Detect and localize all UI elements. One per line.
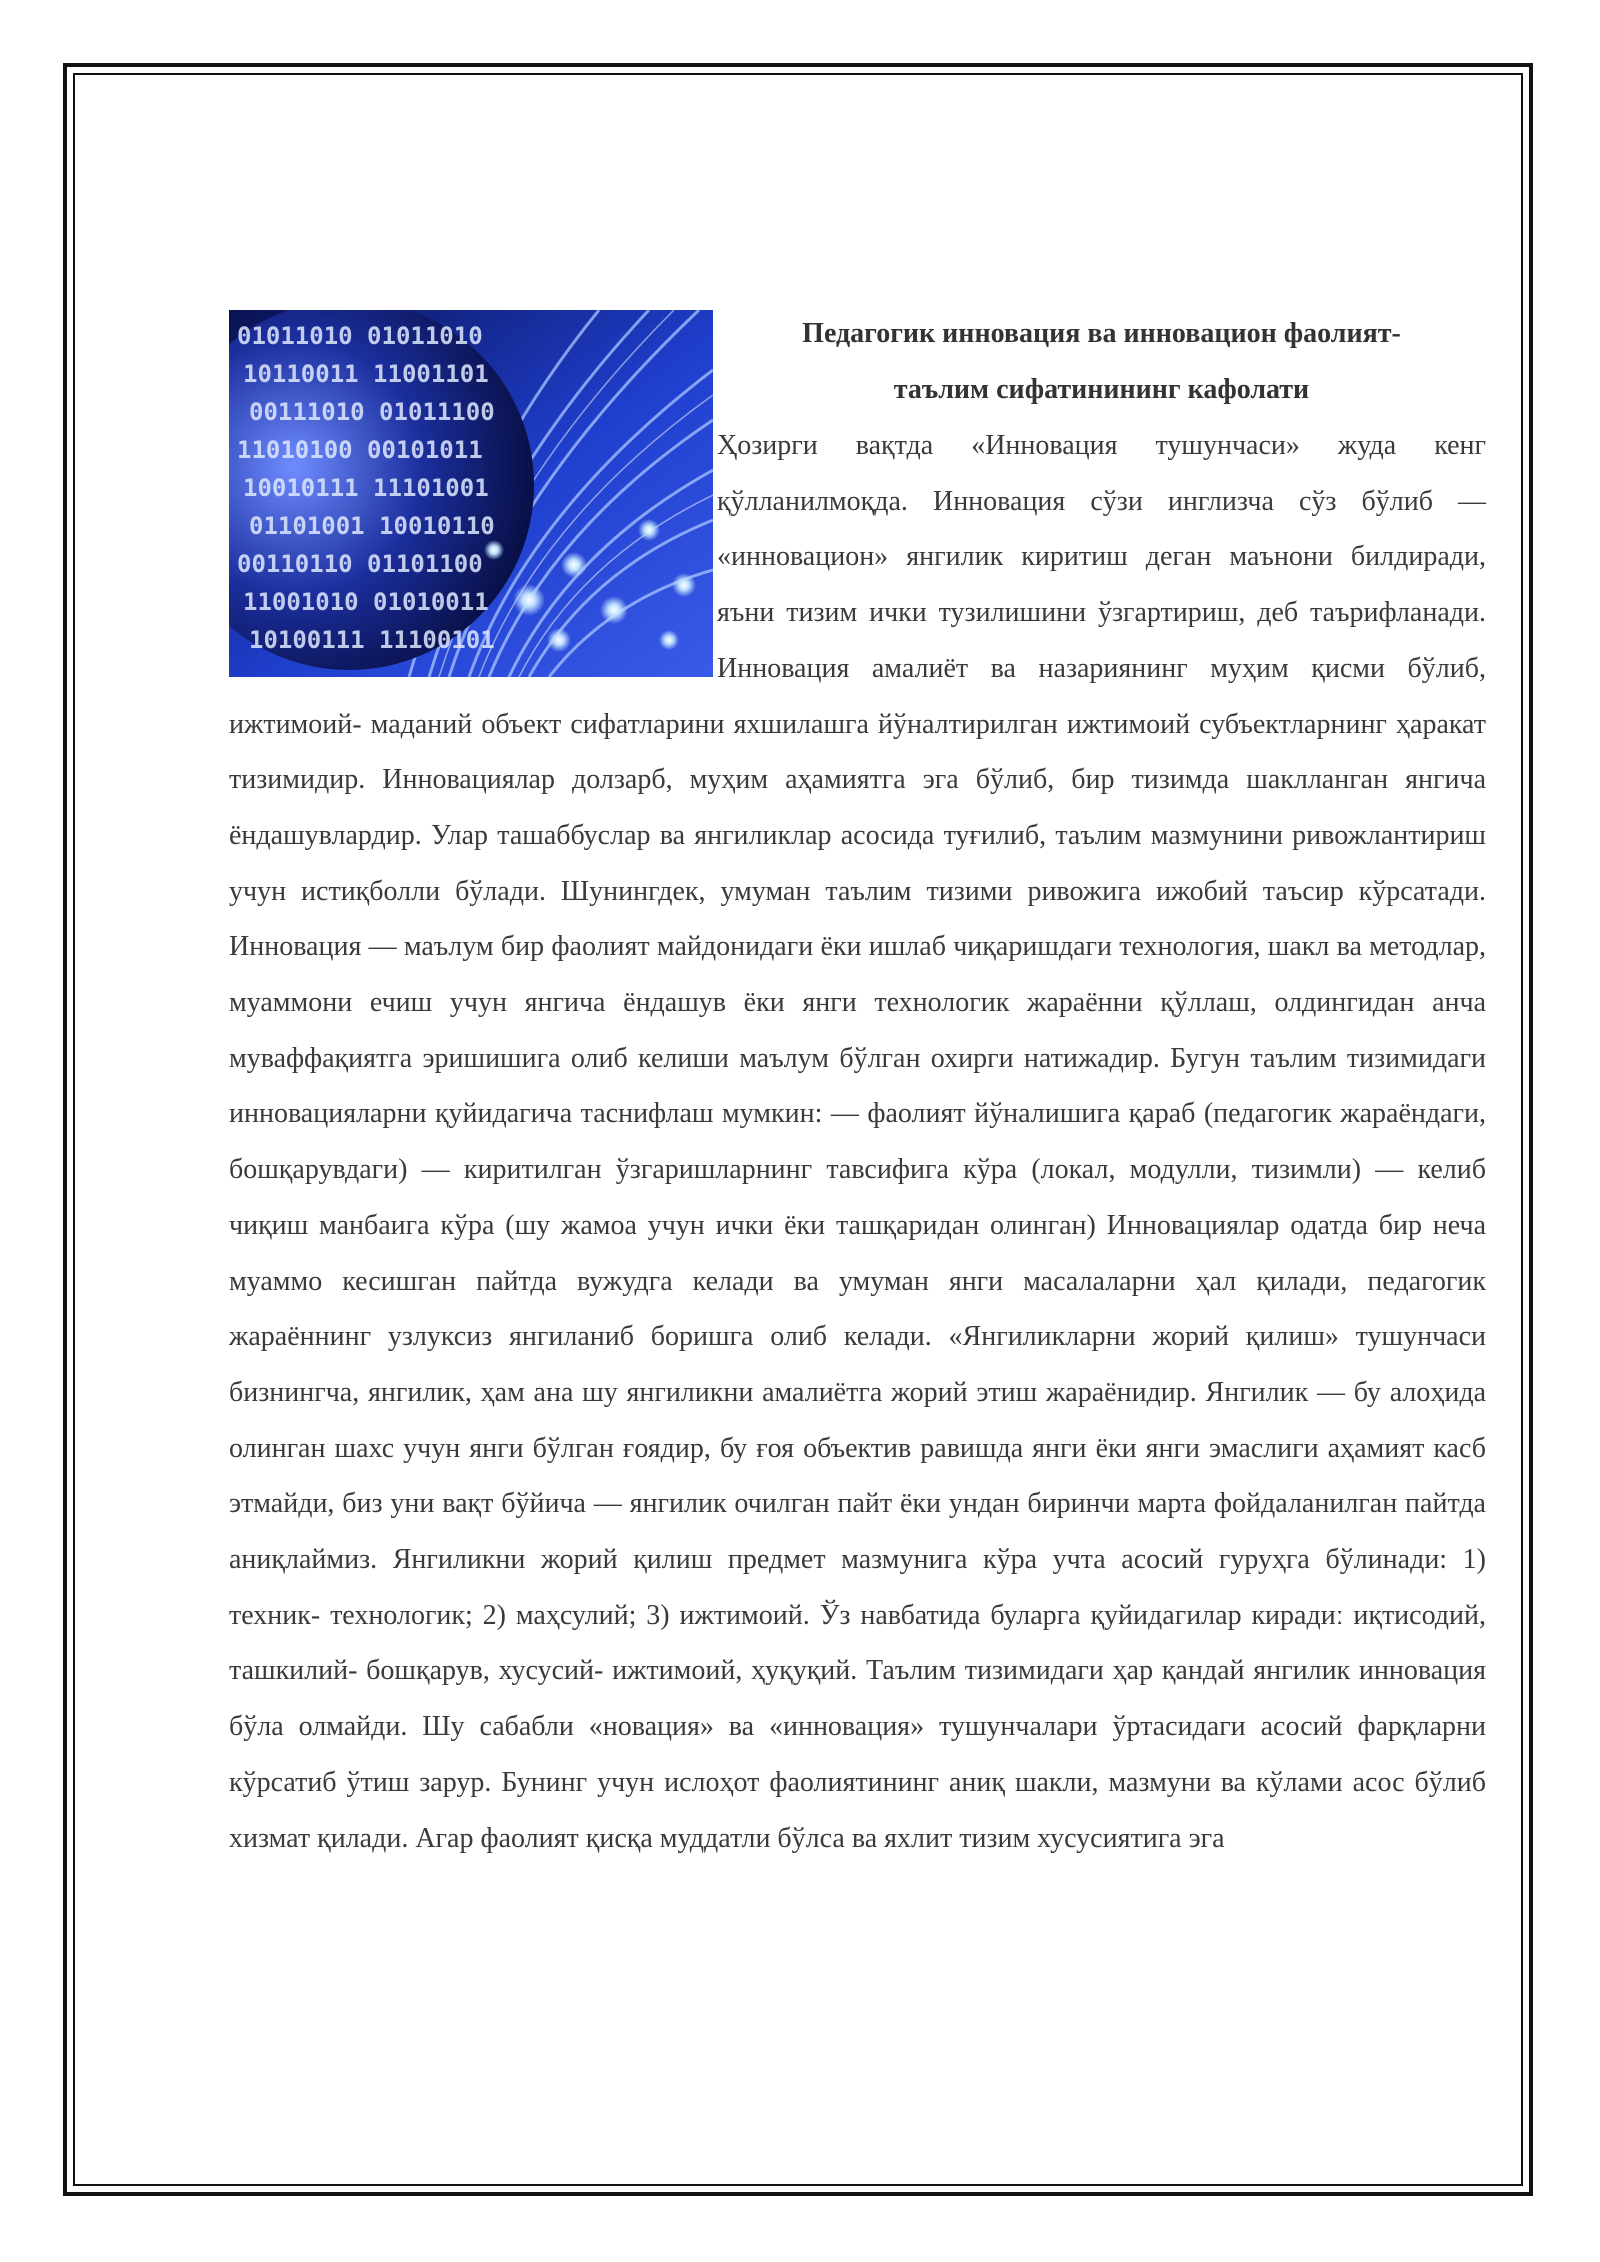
binary-digit-row: 10100111 11100101 (249, 626, 495, 654)
binary-digit-row: 10110011 11001101 (243, 360, 489, 388)
digital-globe-image (229, 310, 713, 677)
binary-digit-row: 01101001 10010110 (249, 512, 495, 540)
binary-digit-row: 11010100 00101011 (237, 436, 483, 464)
article (229, 306, 1486, 1866)
binary-digit-row: 11001010 01010011 (243, 588, 489, 616)
technology-illustration (229, 310, 713, 677)
binary-digit-row: 00110110 01101100 (237, 550, 483, 578)
title-line-1: Педагогик инновация ва инновацион фаолият- (802, 318, 1401, 349)
article-body: Ҳозирги вақтда «Инновация тушунчаси» жуда кенг қўлланилмоқда. Инновация сўзи инглизча сўз бўлиб — «инновацион» янгилик киритиш деган маънони билдиради, яъни тизим ички тузилишини ўзгартириш, деб таърифланади. Инновация амалиёт ва назариянинг муҳим қисми бўлиб, ижтимоий- маданий объект сифатларини яхшилашга йўналтирилган ижтимоий субъектларнинг ҳаракат тизимидир. Инновациялар долзарб, муҳим аҳамиятга эга бўлиб, бир тизимда шаклланган янгича ёндашувлардир. Улар ташаббуслар ва янгиликлар асосида туғилиб, таълим мазмунини ривожлантириш учун истиқболли бўлади. Шунингдек, умуман таълим тизими ривожига ижобий таъсир кўрсатади. Инновация — маълум бир фаолият майдонидаги ёки ишлаб чиқаришдаги технология, шакл ва методлар, муаммони ечиш учун янгича ёндашув ёки янги технологик жараённи қўллаш, олдингидан анча муваффақиятга эришишига олиб келиши маълум бўлган охирги натижадир. Бугун таълим тизимидаги инновацияларни қуйидагича таснифлаш мумкин: — фаолият йўналишига қараб (педагогик жараёндаги, бошқарувдаги) — киритилган ўзгаришларнинг тавсифига кўра (локал, модулли, тизимли) — келиб чиқиш манбаига кўра (шу жамоа учун ички ёки ташқаридан олинган) Инновациялар одатда бир неча муаммо кесишган пайтда вужудга келади ва умуман янги масалаларни ҳал қилади, педагогик жараённинг узлуксиз янгиланиб боришга олиб келади. «Янгиликларни жорий қилиш» тушунчаси бизнингча, янгилик, ҳам ана шу янгиликни амалиётга жорий этиш жараёнидир. Янгилик — бу алоҳида олинган шахс учун янги бўлган ғоядир, бу ғоя объектив равишда янги ёки янги эмаслиги аҳамият касб этмайди, биз уни вақт бўйича — янгилик очилган пайт ёки ундан биринчи марта фойдаланилган пайтда аниқлаймиз. Янгиликни жорий қилиш предмет мазмунига кўра учта асосий гуруҳга бўлинади: 1) техник- технологик; 2) маҳсулий; 3) ижтимоий. Ўз навбатида буларга қуйидагилар кирадиː иқтисодий, ташкилий- бошқарув, хусусий- ижтимоий, ҳуқуқий. Таълим тизимидаги ҳар қандай янгилик инновация бўла олмайди. Шу сабабли «новация» ва «инновация» тушунчалари ўртасидаги асосий фарқларни кўрсатиб ўтиш зарур. Бунинг учун ислоҳот фаолиятининг аниқ шакли, мазмуни ва кўлами асос бўлиб хизмат қилади. Агар фаолият қисқа муддатли бўлса ва яхлит тизим хусусиятига эга (229, 430, 1486, 1854)
binary-digit-row: 10010111 11101001 (243, 474, 489, 502)
binary-digit-row: 01011010 01011010 (237, 322, 483, 350)
binary-digit-row: 00111010 01011100 (249, 398, 495, 426)
title-line-2: таълим сифатинининг кафолати (893, 374, 1310, 405)
